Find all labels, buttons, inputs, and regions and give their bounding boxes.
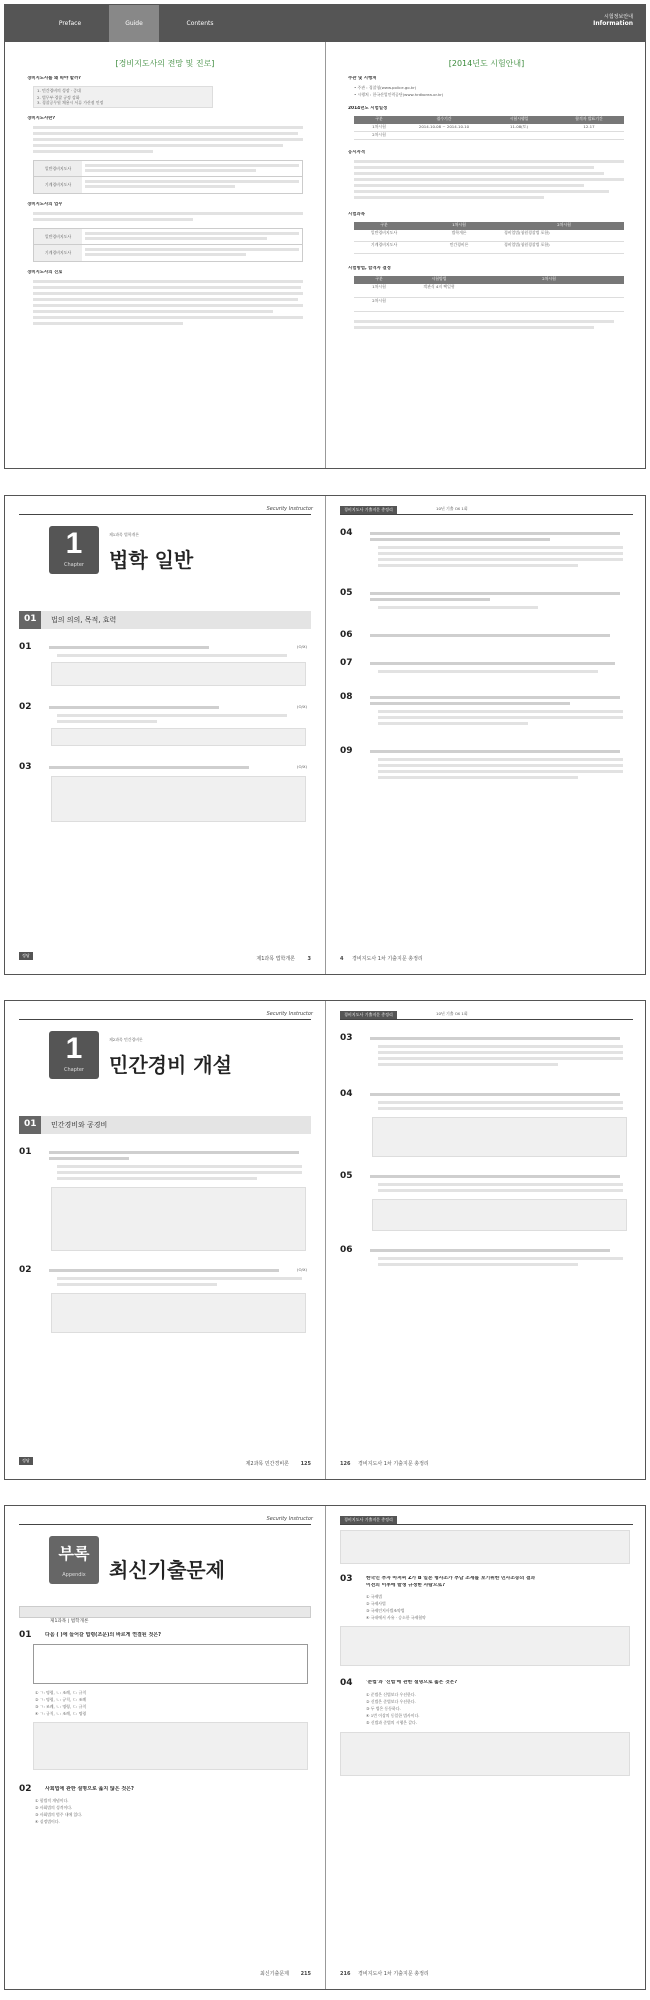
question-passage xyxy=(33,1644,308,1684)
text-line xyxy=(33,144,283,147)
page-right xyxy=(326,42,646,468)
answer-line xyxy=(378,1189,623,1192)
page-left xyxy=(5,42,326,468)
answer-line xyxy=(378,716,623,719)
question-text xyxy=(370,750,620,753)
answer-line xyxy=(378,670,598,673)
choice-1[interactable]: ① 준법은 신법보다 우선한다. xyxy=(366,1692,416,1697)
page-title: [2014년도 시험안내] xyxy=(448,59,525,68)
answer-line xyxy=(57,1171,302,1174)
answer-line xyxy=(378,552,623,555)
choice-2[interactable]: ② ㄱ: 명령, ㄴ: 규칙, ㄷ: 조례 xyxy=(35,1697,87,1702)
header-tag: 경비지도사 기출지문 총정리 xyxy=(340,1516,397,1524)
answer-line xyxy=(378,1063,558,1066)
text-line xyxy=(33,280,303,283)
question-text xyxy=(370,1175,620,1178)
section-header: 01 민간경비와 공경비 xyxy=(19,1116,311,1134)
spread-guide xyxy=(4,4,646,469)
question-text xyxy=(370,696,620,699)
question-text xyxy=(49,1269,279,1272)
answer-line xyxy=(378,1045,623,1048)
chapter-badge: 1 Chapter xyxy=(49,1031,99,1079)
appendix-badge: 부록 Appendix xyxy=(49,1536,99,1584)
question-number: 04 xyxy=(340,1678,353,1688)
exam-note: 10년 기출 OX 1회 xyxy=(436,506,468,511)
page-left xyxy=(5,1001,326,1479)
question-text: 사회법에 관한 설명으로 옳지 않은 것은? xyxy=(45,1786,134,1792)
footer-book: 경비지도사 1차 기출지문 총정리 xyxy=(358,1461,429,1467)
explanation-box xyxy=(340,1626,630,1666)
exam-note: 10년 기출 OX 1회 xyxy=(436,1011,468,1016)
text-line xyxy=(33,298,298,301)
answer-line xyxy=(378,758,623,761)
page-number: 215 xyxy=(300,1971,311,1977)
answer-line xyxy=(378,546,623,549)
explanation-box xyxy=(51,1187,306,1251)
why-box: 1. 민간경비의 성장 · 증대 2. 법무부·경찰 규정 강화 3. 경찰공무원 채용시 서류 가산점 인정 xyxy=(33,86,213,108)
tab-guide[interactable]: Guide xyxy=(109,5,159,42)
answer-line xyxy=(378,1257,623,1260)
question-number: 01 xyxy=(19,1147,32,1157)
question-text xyxy=(370,538,550,541)
subject-box: 제1과목 | 법학개론 xyxy=(19,1606,311,1618)
text-line xyxy=(33,218,193,221)
text-line xyxy=(354,184,584,187)
text-line xyxy=(33,138,303,141)
page-left xyxy=(5,1506,326,1989)
text-line xyxy=(33,316,303,319)
text-line xyxy=(33,126,303,129)
question-number: 04 xyxy=(340,528,353,538)
choice-3[interactable]: ③ 국제인지사법조약법 xyxy=(366,1608,405,1613)
question-text xyxy=(370,1037,620,1040)
top-rule xyxy=(340,514,633,515)
ox-mark: (O/X) xyxy=(296,704,307,709)
question-text xyxy=(370,634,610,637)
footer-subject: 최신기출문제 xyxy=(260,1971,289,1977)
explanation-box xyxy=(33,1722,308,1770)
choice-1[interactable]: ① 국제법 xyxy=(366,1594,382,1599)
answer-tab: 정답 xyxy=(19,952,33,960)
text-line xyxy=(33,304,303,307)
contact-hrd: • 시행처 : 한국산업인력공단(www.hrdkorea.or.kr) xyxy=(354,92,444,97)
question-text xyxy=(370,598,490,601)
question-text: '준법'과 '신법'에 관한 설명으로 옳은 것은? xyxy=(366,1680,458,1685)
text-line xyxy=(354,166,594,169)
question-text xyxy=(370,662,615,665)
question-number: 03 xyxy=(340,1033,353,1043)
question-number: 08 xyxy=(340,692,353,702)
text-line xyxy=(33,132,298,135)
text-line xyxy=(354,190,609,193)
question-text: 한국인 부자 아저씨 Z가 B 일본 형사소가 부담 조세를 보기위한 민사소송의 결과 xyxy=(366,1576,536,1581)
question-text xyxy=(49,1157,129,1160)
question-number: 09 xyxy=(340,746,353,756)
top-rule xyxy=(340,1524,633,1525)
method-table: 구분 시험방법 2차시험 1차시험 객관식 4지 택일형 2차시험 xyxy=(354,276,624,312)
question-text xyxy=(370,1093,620,1096)
explanation-box xyxy=(372,1117,627,1157)
answer-line xyxy=(57,1283,217,1286)
choice-4[interactable]: ④ 국내에서 사유 · 승소한 국제협약 xyxy=(366,1615,426,1620)
answer-tab: 정답 xyxy=(19,1457,33,1465)
choice-3[interactable]: ③ ㄱ: 조례, ㄴ: 명령, ㄷ: 규칙 xyxy=(35,1704,87,1709)
nav-right-label: 시험정보안내 Information xyxy=(593,14,633,27)
heading-eligibility: 응시자격 xyxy=(348,150,365,155)
text-line xyxy=(33,212,303,215)
choice-4[interactable]: ④ ㄱ: 규칙, ㄴ: 조례, ㄷ: 명령 xyxy=(35,1711,87,1716)
heading-schedule: 2014년도 시험일정 xyxy=(348,106,388,111)
question-number: 04 xyxy=(340,1089,353,1099)
question-text xyxy=(49,766,249,769)
page-number: 4 xyxy=(340,956,344,962)
heading-why: 경비지도사를 왜 따야 할까? xyxy=(27,76,81,81)
question-text xyxy=(49,1151,299,1154)
text-line xyxy=(354,320,614,323)
question-number: 01 xyxy=(19,642,32,652)
choice-3[interactable]: ③ 두 법은 동등하다. xyxy=(366,1706,401,1711)
explanation-box xyxy=(51,1293,306,1333)
page-number: 125 xyxy=(300,1461,311,1467)
text-line xyxy=(354,196,544,199)
answer-line xyxy=(378,1051,623,1054)
answer-line xyxy=(378,606,538,609)
question-number: 02 xyxy=(19,1265,32,1275)
page-number: 126 xyxy=(340,1461,351,1467)
question-text xyxy=(49,706,219,709)
choice-1[interactable]: ① ㄱ: 명령, ㄴ: 조례, ㄷ: 규칙 xyxy=(35,1690,87,1695)
appendix-title: 최신기출문제 xyxy=(109,1558,225,1582)
choice-3[interactable]: ③ 사회법의 범주 내에 있다. xyxy=(35,1812,83,1817)
text-line xyxy=(33,150,153,153)
spread-appendix xyxy=(4,1505,646,1990)
answer-line xyxy=(378,558,623,561)
subject-label: 제1과목 법학개론 xyxy=(109,532,140,537)
answer-line xyxy=(57,654,287,657)
schedule-table: 구분 접수기간 시험시행일 합격자 발표기간 1차시험 2014.10.08 ~ 2014.10.10 11.08(토) 12.17 2차시험 xyxy=(354,116,624,140)
chapter-badge: 1 Chapter xyxy=(49,526,99,574)
question-text: 다음 ( )에 들어갈 법령(조문)의 바르게 연결된 것은? xyxy=(45,1632,161,1638)
heading-organizer: 주관 및 시행처 xyxy=(348,76,377,81)
answer-line xyxy=(378,776,578,779)
text-line xyxy=(354,178,624,181)
top-rule xyxy=(19,1019,311,1020)
page-title: [경비지도사의 전망 및 진로] xyxy=(115,59,215,68)
page-right xyxy=(326,1001,646,1479)
text-line xyxy=(354,326,594,329)
answer-line xyxy=(378,1107,623,1110)
spread-security-chapter xyxy=(4,1000,646,1480)
heading-duty: 경비지도사의 업무 xyxy=(27,202,63,207)
question-text xyxy=(370,702,570,705)
answer-line xyxy=(378,710,623,713)
explanation-box xyxy=(340,1732,630,1776)
choice-2[interactable]: ② 국제사법 xyxy=(366,1601,386,1606)
page-right xyxy=(326,496,646,974)
choice-4[interactable]: ④ 1번 이상의 동일한 법사이다. xyxy=(366,1713,420,1718)
explanation-box xyxy=(51,776,306,822)
answer-line xyxy=(378,722,528,725)
tab-preface[interactable]: Preface xyxy=(58,20,82,27)
answer-line xyxy=(378,1101,623,1104)
tab-contents[interactable]: Contents xyxy=(186,20,214,27)
choice-2[interactable]: ② 사회법의 성격이다. xyxy=(35,1805,73,1810)
answer-line xyxy=(378,770,623,773)
question-number: 05 xyxy=(340,588,353,598)
subject-label: 제2과목 민간경비론 xyxy=(109,1037,143,1042)
answer-line xyxy=(57,1177,257,1180)
answer-line xyxy=(378,1057,623,1060)
ox-mark: (O/X) xyxy=(296,764,307,769)
text-line xyxy=(33,310,273,313)
text-line xyxy=(33,322,183,325)
choice-2[interactable]: ② 신법은 준법보다 우선한다. xyxy=(366,1699,416,1704)
choice-1[interactable]: ① 합법적 개념이다. xyxy=(35,1798,69,1803)
role-table-2: 일반경비지도사 기계경비지도사 xyxy=(33,228,303,262)
top-nav-bar xyxy=(5,5,645,42)
footer-subject: 제2과목 민간경비론 xyxy=(245,1461,289,1467)
footer-book: 경비지도사 1차 기출지문 총정리 xyxy=(358,1971,429,1977)
question-text xyxy=(49,646,209,649)
answer-line xyxy=(57,720,157,723)
top-rule xyxy=(19,1524,311,1525)
answer-line xyxy=(57,714,287,717)
page-right xyxy=(326,1506,646,1989)
text-line xyxy=(33,292,303,295)
choice-5[interactable]: ⑤ 신법과 준법의 시행은 같다. xyxy=(366,1720,418,1725)
question-number: 03 xyxy=(340,1574,353,1584)
contact-police: • 주관 : 경찰청(www.police.go.kr) xyxy=(354,85,417,90)
page-number: 3 xyxy=(307,956,311,962)
spread-law-chapter xyxy=(4,495,646,975)
question-number: 02 xyxy=(19,702,32,712)
question-number: 06 xyxy=(340,1245,353,1255)
explanation-box xyxy=(372,1199,627,1231)
answer-line xyxy=(378,1263,578,1266)
answer-line xyxy=(378,764,623,767)
chapter-title: 민간경비 개설 xyxy=(109,1053,232,1077)
footer-book: 경비지도사 1차 기출지문 총정리 xyxy=(352,956,423,962)
heading-career: 경비지도사의 진로 xyxy=(27,270,63,275)
brand-label: Security Instructor xyxy=(266,1011,313,1017)
question-number: 03 xyxy=(19,762,32,772)
question-number: 02 xyxy=(19,1784,32,1794)
question-number: 01 xyxy=(19,1630,32,1640)
page-number: 216 xyxy=(340,1971,351,1977)
ox-mark: (O/X) xyxy=(296,1267,307,1272)
text-line xyxy=(354,160,624,163)
header-tag: 경비지도사 기출지문 총정리 xyxy=(340,1011,397,1019)
question-text xyxy=(370,1249,610,1252)
page-left xyxy=(5,496,326,974)
question-text: 이전의 이후에 발생 규정한 사람으로? xyxy=(366,1583,445,1588)
choice-4[interactable]: ④ 실정법이다. xyxy=(35,1819,60,1824)
answer-line xyxy=(57,1165,302,1168)
role-table-1: 일반경비지도사 기계경비지도사 xyxy=(33,160,303,194)
brand-label: Security Instructor xyxy=(266,506,313,512)
header-tag: 경비지도사 기출지문 총정리 xyxy=(340,506,397,514)
section-header: 01 법의 의의, 목적, 효력 xyxy=(19,611,311,629)
chapter-title: 법학 일반 xyxy=(109,548,194,572)
question-number: 05 xyxy=(340,1171,353,1181)
question-text xyxy=(370,592,620,595)
heading-what: 경비지도사란? xyxy=(27,116,55,121)
answer-line xyxy=(378,1183,623,1186)
heading-method: 시험방법, 합격자 결정 xyxy=(348,266,391,271)
explanation-box xyxy=(340,1530,630,1564)
text-line xyxy=(354,172,604,175)
question-number: 07 xyxy=(340,658,353,668)
footer-subject: 제1과목 법학개론 xyxy=(256,956,295,962)
question-number: 06 xyxy=(340,630,353,640)
explanation-box xyxy=(51,662,306,686)
top-rule xyxy=(19,514,311,515)
top-rule xyxy=(340,1019,633,1020)
subjects-table: 구분 1차시험 2차시험 일반경비지도사 법학개론 경비업법(청원경찰법 포함) 기계경비지도사 민간경비론 경비업법(청원경찰법 포함) xyxy=(354,222,624,254)
answer-line xyxy=(57,1277,302,1280)
answer-line xyxy=(378,564,578,567)
text-line xyxy=(33,286,301,289)
ox-mark: (O/X) xyxy=(296,644,307,649)
brand-label: Security Instructor xyxy=(266,1516,313,1522)
question-text xyxy=(370,532,620,535)
explanation-box xyxy=(51,728,306,746)
heading-subjects: 시험과목 xyxy=(348,212,365,217)
